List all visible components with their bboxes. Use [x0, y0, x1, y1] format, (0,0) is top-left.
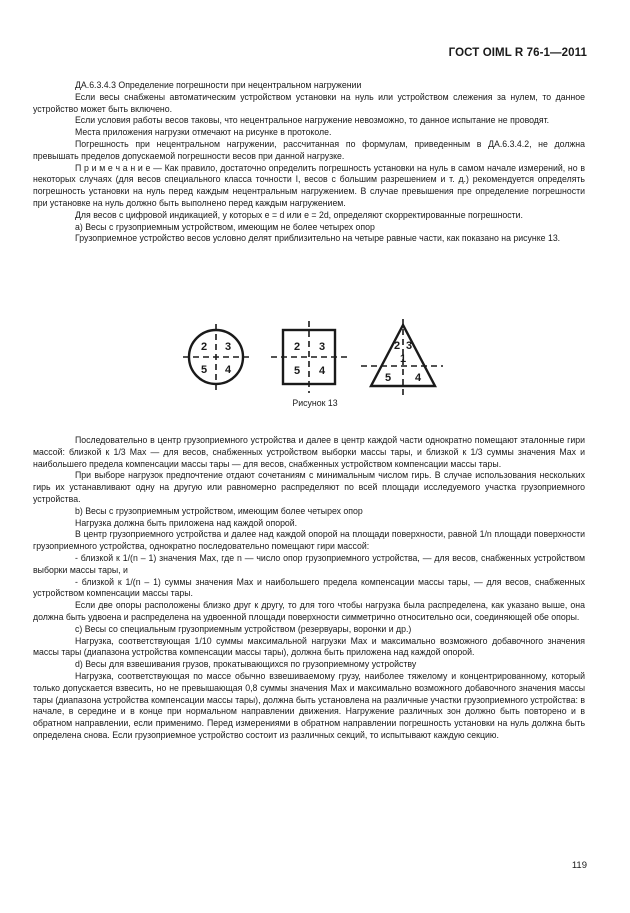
triangle-platform-diagram: [361, 319, 443, 395]
paragraph: ДА.6.3.4.3 Определение погрешности при нецентральном нагружении: [75, 80, 362, 90]
circle-label: 4: [224, 364, 232, 376]
square-label: 5: [293, 365, 301, 377]
circle-label: 2: [200, 341, 208, 353]
paragraph: Нагрузка должна быть приложена над каждой опорой.: [75, 517, 298, 528]
paragraph: Если две опоры расположены близко друг к другу, то для того чтобы нагрузка была распределена, как указано выше, она должна быть удвоена и распределена на удвоенной площади поверхности симметрично относительно оси, соединяющей обе опоры.: [33, 600, 585, 622]
triangle-label: 5: [384, 372, 392, 384]
note-paragraph: П р и м е ч а н и е — Как правило, достаточно определить погрешность установки на нуль в самом начале измерений, но в некоторых случаях (для весов специального класса точности I, весов с большим разрешением и т. д.) рекомендуется определять погрешность установки на нуль перед каждым нецентральным нагружением. В случае превышения пре определение погрешности при установке на нуль должно быть выполнено перед каждым нагружением.: [33, 162, 585, 208]
figure-13: [183, 319, 443, 409]
list-heading: a) Весы с грузоприемным устройством, имеющим не более четырех опор: [75, 221, 375, 232]
list-item: - близкой к 1/(n – 1) суммы значения Max и наибольшего предела компенсации массы тары, — для весов, снабженных устройством компенсации массы тары.: [33, 576, 585, 599]
triangle-label: 2: [393, 340, 401, 352]
triangle-label: 3: [405, 340, 413, 352]
square-label: 2: [293, 341, 301, 353]
document-header: ГОСТ OIML R 76-1—2011: [448, 47, 587, 59]
paragraph: При выборе нагрузок предпочтение отдают сочетаниям с минимальным числом гирь. В случае использования нескольких гирь их устанавливают одну на другую или равномерно распределяют по всей площади исследуемого участка грузоприемного устройства.: [33, 470, 585, 504]
list-item: - близкой к 1/(n – 1) значения Max, где n — число опор грузоприемного устройства, — для весов, снабженных устройством выборки массы тары, и: [33, 552, 585, 575]
list-heading: b) Весы с грузоприемным устройством, имеющим более четырех опор: [75, 505, 363, 516]
paragraph: Места приложения нагрузки отмечают на рисунке в протоколе.: [75, 127, 332, 138]
figure-caption: Рисунок 13: [292, 398, 338, 408]
circle-label: 3: [224, 341, 232, 353]
text-block-lower: [33, 435, 585, 742]
list-heading: d) Весы для взвешивания грузов, прокатывающихся по грузоприемному устройству: [75, 659, 417, 670]
paragraph: Последовательно в центр грузоприемного устройства и далее в центр каждой части однократно помещают эталонные гири массой: близкой к 1/3 Max — для весов, снабженных устройством выборки массы тары, и близкой к 1/3 суммы значения Max и наибольшего предела компенсации массы тары — для весов, снабженных устройством компенсации массы тары.: [33, 435, 585, 469]
triangle-label: 1: [399, 353, 407, 365]
text-block-upper: [33, 80, 585, 245]
paragraph: Грузоприемное устройство весов условно делят приблизительно на четыре равные части, как показано на рисунке 13.: [75, 233, 561, 244]
square-platform-diagram: [271, 321, 347, 393]
triangle-label: 4: [414, 372, 422, 384]
square-label: 4: [318, 365, 326, 377]
paragraph: Если весы снабжены автоматическим устройством установки на нуль или устройством слежения за нулем, то данное устройство может быть включено.: [33, 91, 585, 114]
figure-13-drawing: [183, 319, 443, 399]
paragraph: Для весов с цифровой индикацией, у которых e = d или e = 2d, определяют скорректированные погрешности.: [75, 209, 523, 220]
paragraph: В центр грузоприемного устройства и далее над каждой опорой на площади поверхности, равной 1/n площади поверхности грузоприемного устройства, однократно последовательно помещают гири массой:: [33, 529, 585, 552]
paragraph: Нагрузка, соответствующая по массе обычно взвешиваемому грузу, наиболее тяжелому и концентрированному, который только допускается взвесить, но не превышающая 0,8 суммы значения Max и максимально возможного добавочного значения массы тары (диапазона устройства компенсации массы тары), должна быть установлена на различные участки грузоприемного устройства: в начале, в середине и в конце при нормальном направлении движения. Нагружение различных зон должно быть повторено и в обратном направлении, если применимо. Перед измерениями в обратном направлении погрешность установки на нуль должна быть определена снова. Если грузоприемное устройство состоит из различных секций, то испытывают каждую секцию.: [33, 670, 585, 740]
page-number: 119: [571, 860, 587, 871]
paragraph: Нагрузка, соответствующая 1/10 суммы максимальной нагрузки Max и максимально возможного добавочного значения массы тары (диапазона устройства компенсации массы тары), должна быть приложена над каждой опорой.: [33, 635, 585, 658]
paragraph: Если условия работы весов таковы, что нецентральное нагружение невозможно, то данное испытание не проводят.: [75, 115, 550, 126]
paragraph: Погрешность при нецентральном нагружении, рассчитанная по формулам, приведенным в ДА.6.3.4.2, не должна превышать пределов допускаемой погрешности весов при данной нагрузке.: [33, 138, 585, 161]
circle-label: 5: [200, 364, 208, 376]
list-heading: c) Весы со специальным грузоприемным устройством (резервуары, воронки и др.): [75, 623, 412, 634]
square-label: 3: [318, 341, 326, 353]
circle-platform-diagram: [183, 324, 249, 390]
